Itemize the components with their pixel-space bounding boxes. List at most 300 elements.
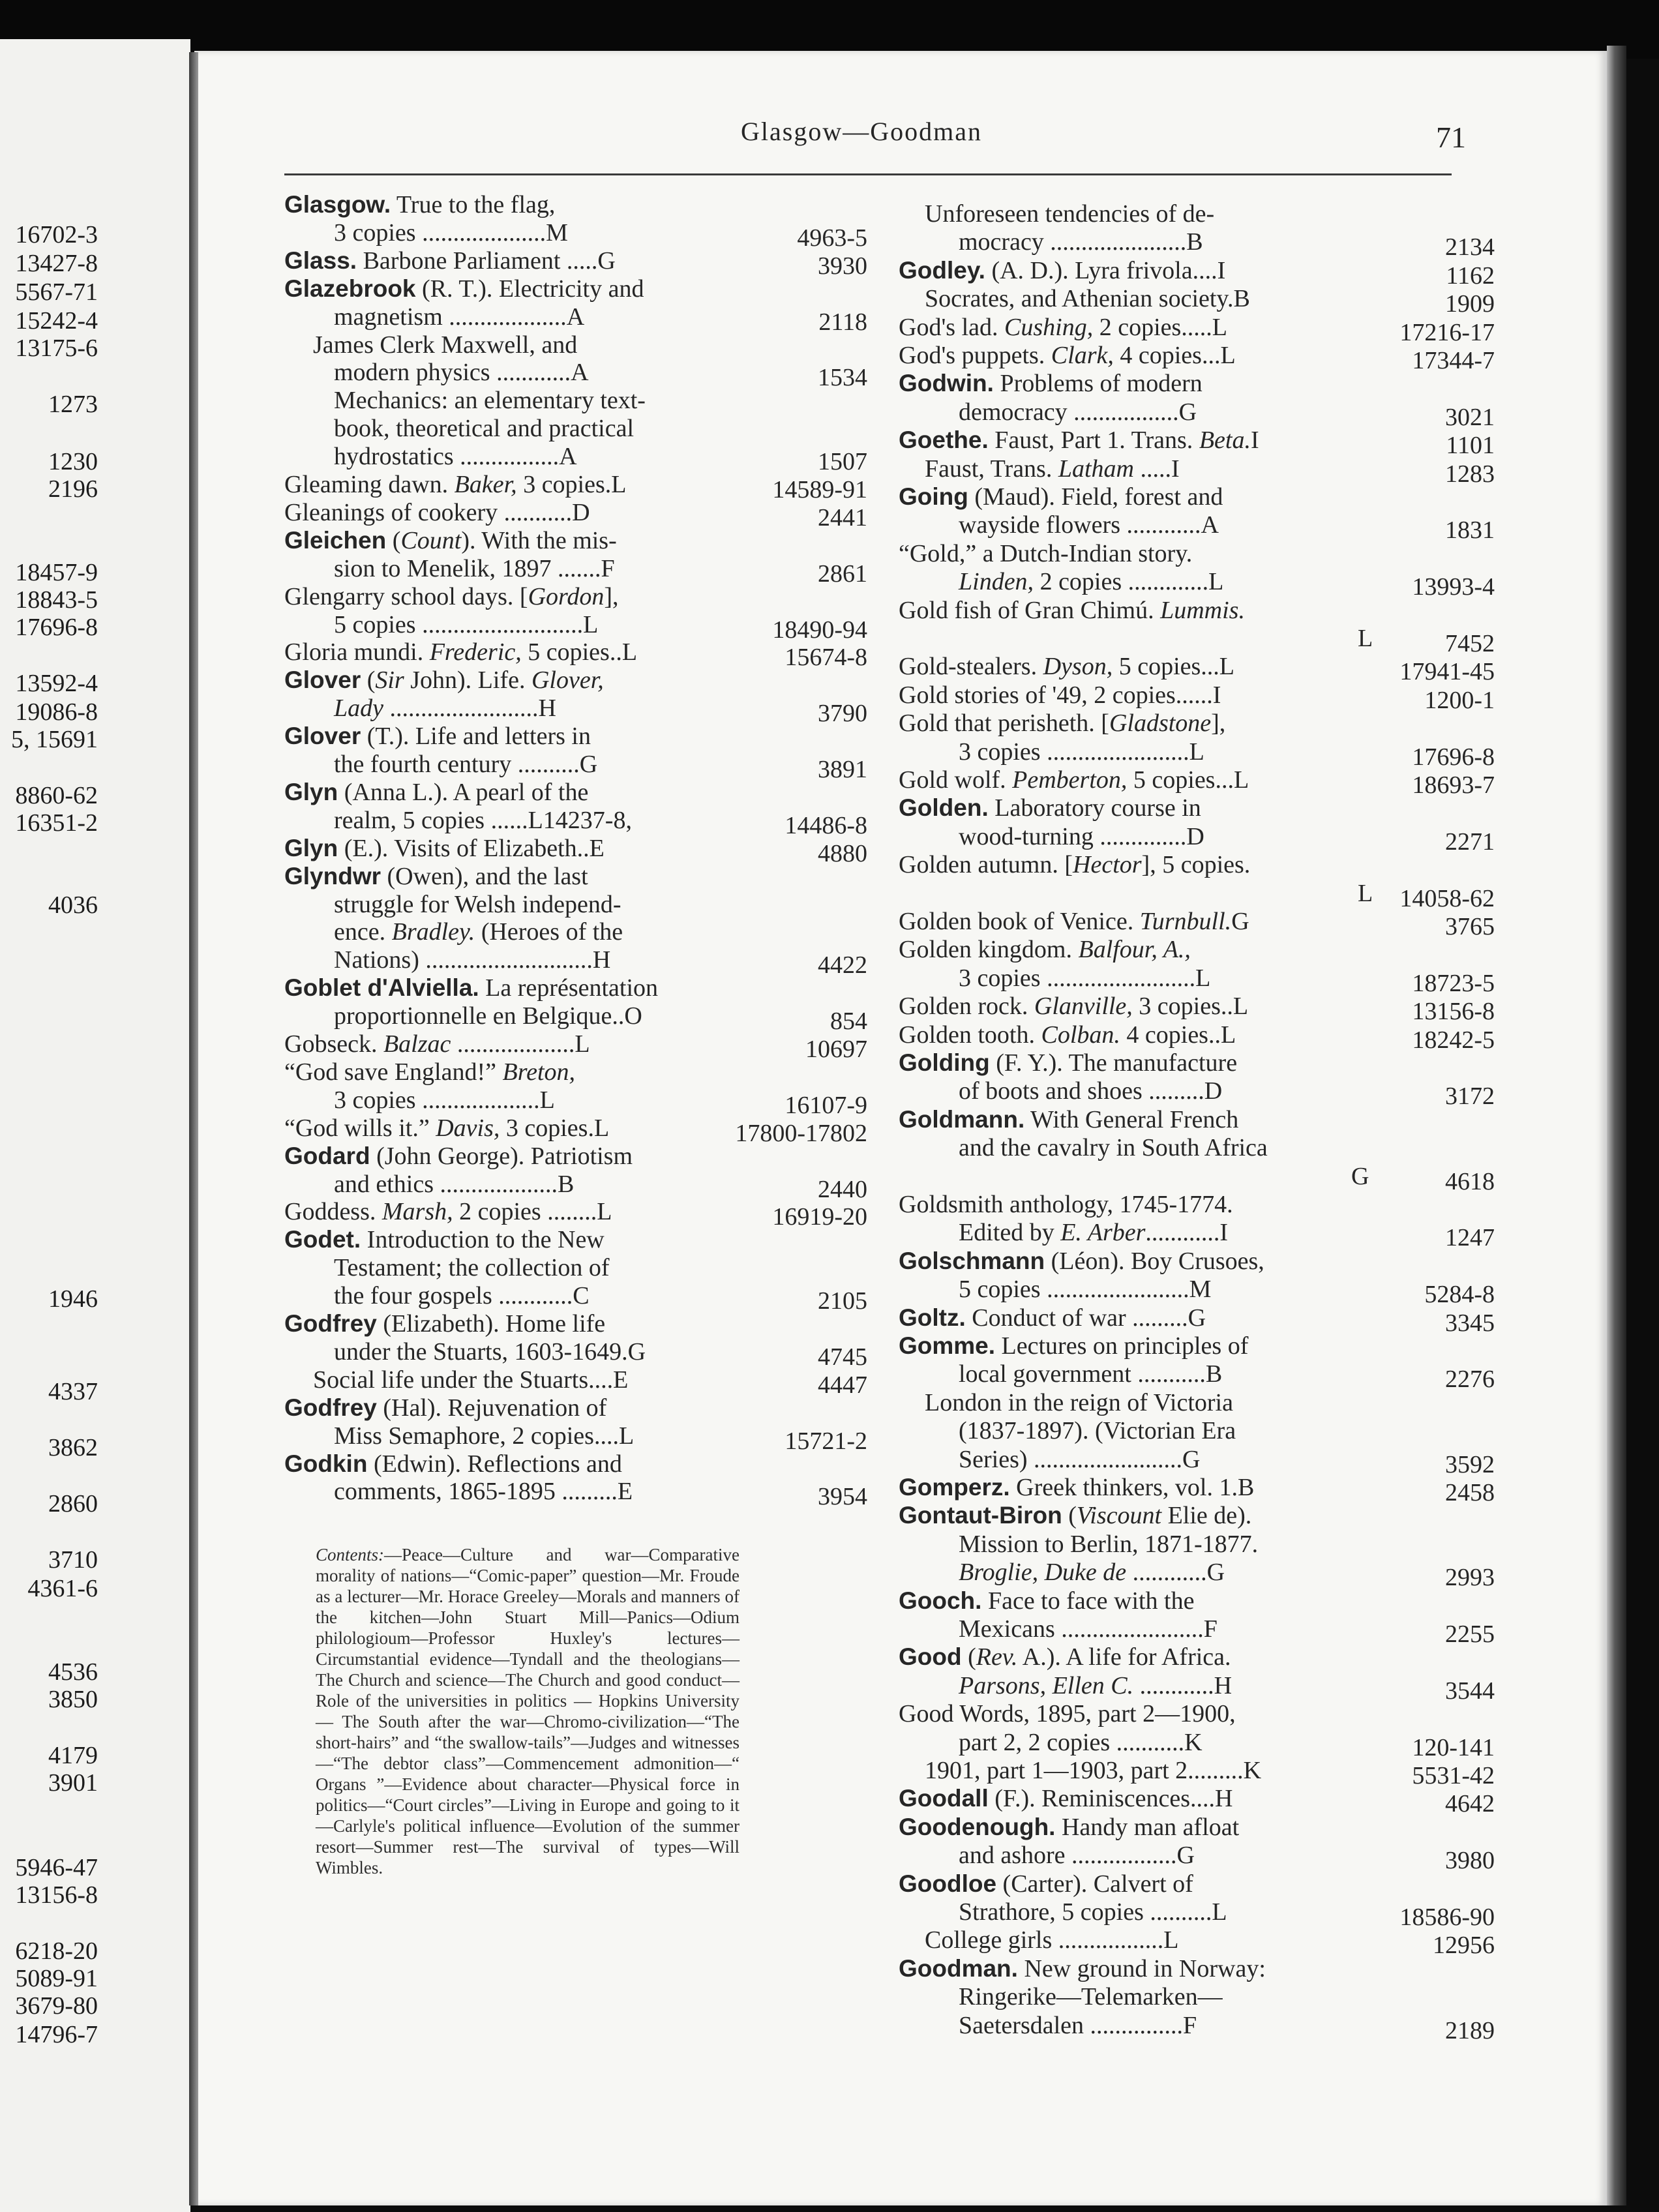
entry-line bbox=[899, 681, 1221, 710]
entry-text: Face to face with the bbox=[981, 1587, 1195, 1615]
facing-page-number: 5946-47 bbox=[15, 1854, 98, 1881]
facing-page-number: 1946 bbox=[48, 1285, 98, 1313]
catalog-number: 4880 bbox=[818, 839, 867, 867]
facing-page-number: 8860-62 bbox=[15, 782, 98, 809]
entry-text: G bbox=[1351, 1162, 1369, 1190]
entry-text: Gold stories of '49, 2 copies......I bbox=[899, 681, 1221, 709]
entry-text: 2 copies.....L bbox=[1093, 313, 1228, 341]
entry-line bbox=[334, 303, 584, 331]
entry-heading: Goodall bbox=[899, 1785, 989, 1812]
entry-line bbox=[899, 256, 1225, 285]
catalog-number: 4642 bbox=[1445, 1790, 1495, 1818]
facing-page-number: 5567-71 bbox=[15, 278, 98, 306]
entry-heading: Golding bbox=[899, 1049, 990, 1076]
entry-line bbox=[284, 498, 590, 527]
entry-line bbox=[899, 1699, 1236, 1728]
entry-heading: Gleichen bbox=[284, 526, 387, 554]
entry-text: 3 copies..L bbox=[1132, 993, 1249, 1021]
entry-italic: Count bbox=[400, 526, 462, 554]
entry-line bbox=[284, 638, 637, 666]
entry-text: Golden autumn. [ bbox=[899, 851, 1073, 879]
entry-text: (Léon). Boy Crusoes, bbox=[1045, 1247, 1264, 1275]
catalog-number: 4422 bbox=[818, 951, 867, 979]
entry-italic: Viscount bbox=[1076, 1502, 1162, 1530]
entry-text: mocracy ......................B bbox=[959, 228, 1203, 256]
entry-line bbox=[334, 694, 556, 723]
entry-line bbox=[313, 1366, 628, 1394]
entry-text: (T.). Life and letters in bbox=[361, 723, 591, 751]
catalog-number: 3172 bbox=[1445, 1083, 1495, 1111]
entry-line bbox=[284, 582, 619, 611]
entry-text: Social life under the Stuarts....E bbox=[313, 1366, 629, 1394]
entry-line bbox=[334, 442, 577, 471]
catalog-number: 2105 bbox=[818, 1287, 867, 1315]
catalog-number: 1909 bbox=[1445, 290, 1495, 318]
entry-text: local government ...........B bbox=[959, 1360, 1223, 1388]
entry-line bbox=[959, 822, 1204, 851]
entry-text: With General French bbox=[1024, 1105, 1239, 1133]
entry-italic: Sir bbox=[375, 666, 404, 695]
entry-line bbox=[899, 1501, 1251, 1530]
facing-page-number: 3710 bbox=[48, 1546, 98, 1574]
entry-text: Good Words, 1895, part 2—1900, bbox=[899, 1700, 1236, 1728]
entry-text: Gold that perisheth. [ bbox=[899, 710, 1109, 738]
entry-text: Goddess. bbox=[284, 1198, 382, 1226]
entry-heading: Godwin. bbox=[899, 370, 994, 397]
entry-italic: Beta. bbox=[1199, 426, 1251, 455]
entry-text: I bbox=[1250, 426, 1259, 455]
entry-text: wood-turning ..............D bbox=[959, 822, 1204, 850]
catalog-number: 4963-5 bbox=[797, 224, 867, 252]
entry-heading: Golden. bbox=[899, 794, 989, 822]
entry-heading: Glyn bbox=[284, 834, 338, 861]
entry-text: 5 copies ..........................L bbox=[334, 610, 599, 638]
entry-line bbox=[899, 1247, 1264, 1276]
page-number: 71 bbox=[1436, 121, 1466, 154]
entry-text: Lectures on principles of bbox=[995, 1332, 1249, 1360]
entry-line bbox=[334, 1281, 590, 1310]
entry-line bbox=[334, 946, 610, 974]
catalog-number: 4618 bbox=[1445, 1167, 1495, 1195]
facing-page-number: 18457-9 bbox=[15, 559, 98, 586]
entry-italic: Balzac bbox=[383, 1030, 451, 1058]
entry-italic: Lummis. bbox=[1160, 596, 1245, 624]
catalog-number: 1831 bbox=[1445, 516, 1495, 545]
catalog-number: 1247 bbox=[1445, 1224, 1495, 1252]
running-head: Glasgow—Goodman bbox=[741, 117, 982, 146]
entry-heading: Godley. bbox=[899, 256, 985, 284]
facing-page-number: 5, 15691 bbox=[11, 726, 98, 753]
entry-text: Handy man afloat bbox=[1055, 1813, 1240, 1841]
catalog-number: 3021 bbox=[1445, 403, 1495, 431]
entry-italic: Balfour, A., bbox=[1078, 936, 1191, 964]
entry-line bbox=[313, 331, 577, 359]
entry-line bbox=[899, 1643, 1231, 1671]
entry-text: “Gold,” a Dutch-Indian story. bbox=[899, 539, 1193, 567]
catalog-number: 4745 bbox=[818, 1343, 867, 1371]
entry-text: 5 copies...L bbox=[1127, 766, 1249, 794]
catalog-number: 17696-8 bbox=[1412, 743, 1495, 771]
entry-italic: Marsh, bbox=[381, 1198, 453, 1226]
entry-heading: Goodenough. bbox=[899, 1813, 1056, 1840]
catalog-number: 12956 bbox=[1433, 1932, 1495, 1960]
entry-text: Series) ........................G bbox=[959, 1445, 1201, 1473]
entry-line bbox=[899, 539, 1192, 568]
entry-heading: Good bbox=[899, 1643, 962, 1671]
facing-page-number: 3850 bbox=[48, 1686, 98, 1713]
entry-heading: Goltz. bbox=[899, 1304, 966, 1331]
catalog-number: 10697 bbox=[805, 1036, 867, 1063]
catalog-number: 15721-2 bbox=[785, 1427, 867, 1455]
entry-text: ], bbox=[1211, 710, 1226, 738]
entry-text: Greek thinkers, vol. 1.B bbox=[1009, 1474, 1255, 1501]
catalog-number: 2255 bbox=[1445, 1621, 1495, 1648]
catalog-number: 14589-91 bbox=[772, 476, 867, 503]
facing-page-number: 6218-20 bbox=[15, 1937, 98, 1965]
entry-line bbox=[334, 386, 646, 415]
entry-text: Gold wolf. bbox=[899, 766, 1013, 794]
entry-heading: Godfrey bbox=[284, 1394, 377, 1421]
entry-line bbox=[334, 1477, 633, 1506]
entry-line bbox=[925, 1388, 1233, 1417]
entry-italic: Cushing, bbox=[1004, 313, 1094, 341]
entry-heading: Glass. bbox=[284, 247, 357, 274]
catalog-number: 120-141 bbox=[1412, 1733, 1495, 1761]
entry-text: True to the flag, bbox=[391, 191, 556, 218]
entry-line bbox=[959, 511, 1219, 539]
entry-text: 5 copies .......................M bbox=[959, 1276, 1212, 1304]
entry-text: (Elizabeth). Home life bbox=[376, 1310, 606, 1338]
catalog-number: 13156-8 bbox=[1412, 998, 1495, 1026]
catalog-number: 2441 bbox=[818, 503, 867, 531]
entry-line bbox=[334, 890, 621, 919]
entry-line bbox=[925, 1756, 1261, 1785]
catalog-number: 18242-5 bbox=[1412, 1026, 1495, 1054]
entry-line bbox=[899, 426, 1259, 455]
catalog-number: 17800-17802 bbox=[735, 1119, 867, 1147]
entry-italic: Turnbull. bbox=[1139, 908, 1232, 935]
entry-line bbox=[284, 862, 588, 891]
entry-heading: Golschmann bbox=[899, 1247, 1045, 1274]
entry-text: 3 copies.L bbox=[516, 471, 627, 498]
entry-line bbox=[899, 483, 1223, 511]
entry-text: Strathore, 5 copies ..........L bbox=[959, 1898, 1227, 1926]
entry-text: the fourth century ..........G bbox=[334, 751, 598, 778]
catalog-number: 3790 bbox=[818, 700, 867, 728]
entry-text: (A. D.). Lyra frivola....I bbox=[985, 256, 1226, 284]
catalog-number: 2271 bbox=[1445, 828, 1495, 856]
catalog-number: 2134 bbox=[1445, 233, 1495, 262]
entry-italic: E. Arber bbox=[1060, 1219, 1146, 1247]
entry-text: ............H bbox=[1133, 1671, 1233, 1699]
facing-page-number: 3679-80 bbox=[15, 1992, 98, 2020]
entry-text: Problems of modern bbox=[993, 370, 1203, 398]
entry-line bbox=[334, 1338, 646, 1366]
entry-heading: Glover bbox=[284, 723, 361, 750]
entry-line bbox=[899, 369, 1203, 398]
entry-line bbox=[959, 738, 1204, 766]
entry-line bbox=[959, 1728, 1203, 1757]
entry-text: (Maud). Field, forest and bbox=[968, 483, 1223, 511]
entry-text: G bbox=[1231, 908, 1249, 935]
entry-text: (Heroes of the bbox=[475, 918, 623, 946]
entry-line bbox=[899, 1954, 1266, 1983]
entry-line bbox=[899, 596, 1245, 625]
entry-text: God's puppets. bbox=[899, 342, 1051, 369]
entry-text: Mission to Berlin, 1871-1877. bbox=[959, 1530, 1259, 1558]
entry-text: ], bbox=[604, 582, 619, 610]
catalog-number: 2993 bbox=[1445, 1564, 1495, 1592]
entry-text: ............I bbox=[1145, 1219, 1229, 1247]
facing-page-number: 14796-7 bbox=[15, 2021, 98, 2048]
entry-text: ( bbox=[1062, 1502, 1077, 1530]
entry-text: Gleaming dawn. bbox=[284, 471, 455, 498]
entry-line bbox=[334, 1253, 610, 1282]
entry-text: L bbox=[1358, 625, 1373, 652]
entry-line bbox=[899, 766, 1249, 794]
facing-page-number: 4361-6 bbox=[27, 1575, 98, 1602]
entry-text: (R. T.). Electricity and bbox=[415, 275, 644, 303]
entry-line bbox=[899, 313, 1227, 342]
entry-heading: Gomperz. bbox=[899, 1474, 1010, 1501]
entry-text: and the cavalry in South Africa bbox=[959, 1134, 1268, 1162]
contents-note bbox=[316, 1544, 740, 1878]
entry-line bbox=[899, 1784, 1233, 1813]
entry-line bbox=[284, 1309, 605, 1338]
entry-line bbox=[899, 1587, 1194, 1615]
entry-text: ence. bbox=[334, 918, 392, 946]
catalog-number: 3544 bbox=[1445, 1677, 1495, 1705]
entry-text: wayside flowers ............A bbox=[959, 511, 1219, 539]
entry-text: .....I bbox=[1133, 455, 1180, 483]
entry-text: part 2, 2 copies ...........K bbox=[959, 1728, 1203, 1756]
entry-text: Golden tooth. bbox=[899, 1021, 1041, 1049]
entry-text: democracy .................G bbox=[959, 398, 1197, 426]
catalog-number: 3954 bbox=[818, 1483, 867, 1511]
entry-line bbox=[959, 228, 1203, 256]
entry-heading: Godet. bbox=[284, 1226, 361, 1253]
entry-italic: Dyson, bbox=[1043, 653, 1113, 681]
entry-text: Ringerike—Telemarken— bbox=[959, 1983, 1223, 2011]
facing-page-number: 3901 bbox=[48, 1769, 98, 1797]
entry-text: hydrostatics ................A bbox=[334, 443, 577, 471]
entry-text: 2 copies ........L bbox=[453, 1198, 612, 1226]
entry-italic: Linden, bbox=[959, 568, 1034, 596]
facing-page-number: 16702-3 bbox=[15, 221, 98, 248]
entry-line bbox=[959, 964, 1210, 993]
entry-line bbox=[899, 1870, 1193, 1898]
entry-italic: Lady bbox=[334, 695, 383, 723]
entry-line bbox=[899, 652, 1234, 681]
entry-heading: Gooch. bbox=[899, 1587, 982, 1614]
entry-line bbox=[959, 1275, 1211, 1304]
entry-text: Conduct of war .........G bbox=[965, 1304, 1206, 1332]
entry-heading: Glover bbox=[284, 666, 361, 694]
entry-line bbox=[959, 1077, 1222, 1105]
entry-heading: Goldmann. bbox=[899, 1105, 1025, 1133]
entry-italic: Gordon bbox=[528, 582, 605, 610]
entry-text: 3 copies .......................L bbox=[959, 738, 1204, 766]
catalog-number: 17216-17 bbox=[1399, 318, 1495, 346]
entry-text: Gloria mundi. bbox=[284, 638, 430, 666]
entry-text: 4 copies...L bbox=[1113, 342, 1236, 369]
contents-text: —Peace—Culture and war—Comparative morality of nations—“Comic-paper” question—Mr. Froude as a lecturer—Mr. Horace Greeley—Morals and manners of the kitchen—John Stuart Mill—Panics—Odium philologioum—Professor Huxley's lectures—Circumstantial evidence—Tyndall and the theologians—The Church and science—The Church and good conduct—Role of the universities in politics — Hopkins University — The South after the war—Chromo-civilization—“The short-hairs” and “the swallow-tails”—Judges and witnesses—“The debtor class”—Commencement admonition—“ Organs ”—Evidence about character—Physical force in politics—“Court circles”—Living in Europe and going to it—Carlyle's political influence—Evolution of the summer resort—Summer rest—The survival of types—Will Wimbles. bbox=[316, 1545, 740, 1877]
entry-text: of boots and shoes .........D bbox=[959, 1077, 1223, 1105]
contents-label: Contents: bbox=[316, 1545, 384, 1564]
entry-text: Nations) ...........................H bbox=[334, 946, 611, 974]
entry-text: 3 copies ...................L bbox=[334, 1086, 555, 1114]
entry-text: ........................H bbox=[383, 695, 556, 723]
entry-text: Glengarry school days. [ bbox=[284, 582, 528, 610]
entry-line bbox=[284, 1030, 590, 1058]
entry-italic: Broglie, Duke de bbox=[959, 1559, 1127, 1587]
entry-line bbox=[284, 974, 658, 1002]
facing-page-number: 4036 bbox=[48, 891, 98, 919]
entry-text: magnetism ...................A bbox=[334, 303, 585, 331]
entry-line bbox=[899, 341, 1236, 370]
catalog-number: 14058-62 bbox=[1399, 884, 1495, 912]
entry-text: comments, 1865-1895 .........E bbox=[334, 1478, 633, 1506]
entry-line bbox=[334, 414, 634, 443]
entry-line bbox=[284, 1197, 612, 1226]
entry-text: Mexicans .......................F bbox=[959, 1615, 1218, 1643]
entry-text: Laboratory course in bbox=[988, 794, 1201, 822]
catalog-number: 854 bbox=[830, 1008, 867, 1036]
entry-text: Introduction to the New bbox=[361, 1226, 605, 1254]
entry-line bbox=[899, 794, 1201, 822]
catalog-number: 18490-94 bbox=[772, 616, 867, 644]
entry-text: (1837-1897). (Victorian Era bbox=[959, 1417, 1236, 1445]
catalog-number: 7452 bbox=[1445, 630, 1495, 657]
catalog-number: 18723-5 bbox=[1412, 969, 1495, 997]
entry-text: ............G bbox=[1126, 1559, 1225, 1587]
entry-heading: Godfrey bbox=[284, 1310, 377, 1337]
entry-text: 5 copies..L bbox=[521, 638, 638, 666]
catalog-number: 3592 bbox=[1445, 1450, 1495, 1478]
entry-line bbox=[899, 1021, 1236, 1049]
entry-line bbox=[959, 398, 1197, 426]
entry-italic: Bradley. bbox=[391, 918, 475, 946]
catalog-number: 3345 bbox=[1445, 1309, 1495, 1337]
entry-text: Miss Semaphore, 2 copies....L bbox=[334, 1422, 635, 1450]
entry-text: Testament; the collection of bbox=[334, 1254, 610, 1282]
entry-text: Faust, Trans. bbox=[925, 455, 1058, 483]
entry-text: and ashore .................G bbox=[959, 1842, 1195, 1870]
entry-italic: Latham bbox=[1058, 455, 1134, 483]
entry-italic: Breton, bbox=[502, 1058, 576, 1086]
entry-heading: Goodman. bbox=[899, 1954, 1018, 1982]
entry-text: Golden kingdom. bbox=[899, 936, 1079, 964]
entry-line bbox=[899, 992, 1248, 1021]
catalog-number: 2458 bbox=[1445, 1479, 1495, 1506]
facing-page-number: 13175-6 bbox=[15, 335, 98, 362]
entry-heading: Goethe. bbox=[899, 426, 989, 454]
entry-line bbox=[959, 1530, 1258, 1559]
entry-line bbox=[284, 778, 588, 807]
catalog-number: 17941-45 bbox=[1399, 658, 1495, 686]
entry-line bbox=[284, 1058, 575, 1086]
facing-page-number: 13427-8 bbox=[15, 250, 98, 277]
facing-page-number: 13592-4 bbox=[15, 670, 98, 697]
entry-line bbox=[284, 1394, 606, 1422]
entry-text: realm, 5 copies ......L14237-8, bbox=[334, 806, 632, 834]
entry-text: James Clerk Maxwell, and bbox=[313, 331, 578, 359]
entry-text: ], 5 copies. bbox=[1141, 851, 1251, 879]
entry-line bbox=[899, 935, 1191, 964]
entry-text: Saetersdalen ...............F bbox=[959, 2011, 1197, 2039]
scan-border bbox=[0, 0, 1659, 59]
entry-line bbox=[334, 1086, 555, 1114]
entry-text: the four gospels ............C bbox=[334, 1282, 590, 1310]
entry-text: (E.). Visits of Elizabeth..E bbox=[338, 834, 605, 862]
entry-line bbox=[925, 455, 1180, 483]
entry-text: Edited by bbox=[959, 1219, 1061, 1247]
facing-page-number: 3862 bbox=[48, 1434, 98, 1461]
entry-text: “God wills it.” bbox=[284, 1114, 436, 1142]
entry-heading: Glyn bbox=[284, 778, 338, 805]
entry-italic: Hector bbox=[1073, 851, 1142, 879]
catalog-number: 1200-1 bbox=[1424, 686, 1495, 714]
facing-page-number: 4337 bbox=[48, 1378, 98, 1405]
catalog-number: 3930 bbox=[818, 252, 867, 280]
entry-line bbox=[334, 806, 632, 835]
entry-line bbox=[959, 1982, 1223, 2011]
entry-text: John). Life. bbox=[404, 666, 531, 695]
entry-line bbox=[959, 567, 1223, 596]
catalog-number: 15674-8 bbox=[785, 644, 867, 672]
entry-line bbox=[334, 554, 615, 583]
entry-text: ( bbox=[361, 666, 376, 695]
facing-page-number: 18843-5 bbox=[15, 586, 98, 614]
catalog-number: 2276 bbox=[1445, 1366, 1495, 1394]
entry-line bbox=[284, 666, 604, 695]
entry-heading: Goodloe bbox=[899, 1870, 997, 1897]
entry-text: under the Stuarts, 1603-1649.G bbox=[334, 1338, 646, 1366]
entry-line bbox=[334, 1422, 634, 1450]
page-edge bbox=[1607, 46, 1626, 2205]
entry-text: book, theoretical and practical bbox=[334, 415, 635, 443]
entry-line bbox=[959, 1133, 1268, 1162]
entry-heading: Goblet d'Alviella. bbox=[284, 974, 479, 1002]
entry-heading: Glasgow. bbox=[284, 191, 391, 218]
entry-text: ...................L bbox=[451, 1030, 590, 1058]
entry-heading: Godkin bbox=[284, 1450, 368, 1477]
entry-line bbox=[899, 1332, 1248, 1360]
entry-text: Unforeseen tendencies of de- bbox=[925, 200, 1215, 228]
entry-text: Gleanings of cookery ...........D bbox=[284, 498, 590, 526]
entry-text: (Edwin). Reflections and bbox=[367, 1450, 622, 1478]
entry-line bbox=[959, 1558, 1225, 1587]
entry-line bbox=[334, 218, 568, 247]
entry-text: modern physics ............A bbox=[334, 359, 589, 387]
entry-line bbox=[959, 1898, 1227, 1926]
facing-page-number: 13156-8 bbox=[15, 1881, 98, 1909]
entry-line bbox=[284, 247, 616, 275]
facing-page-number: 4179 bbox=[48, 1742, 98, 1769]
entry-text: Barbone Parliament .....G bbox=[357, 247, 616, 275]
entry-italic: Frederic, bbox=[429, 638, 522, 666]
entry-text: ( bbox=[386, 526, 401, 554]
entry-text: L bbox=[1358, 879, 1373, 907]
entry-italic: Colban. bbox=[1041, 1021, 1120, 1049]
entry-text: 2 copies .............L bbox=[1034, 568, 1224, 596]
catalog-number: 1101 bbox=[1446, 432, 1495, 460]
facing-page-number: 19086-8 bbox=[15, 698, 98, 726]
entry-text: London in the reign of Victoria bbox=[925, 1388, 1233, 1416]
entry-line bbox=[334, 918, 623, 946]
catalog-number: 2189 bbox=[1445, 2016, 1495, 2044]
catalog-number: 13993-4 bbox=[1412, 573, 1495, 601]
